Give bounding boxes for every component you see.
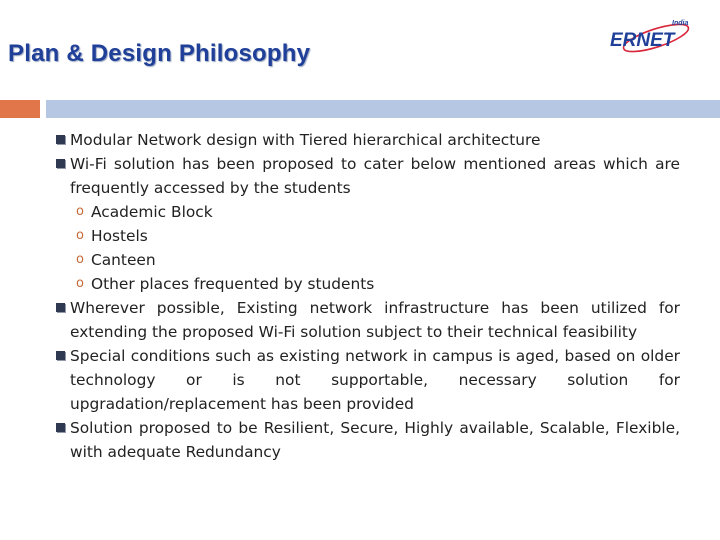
- circle-bullet-icon: o: [76, 204, 84, 219]
- square-bullet-icon: [56, 135, 65, 144]
- sub-bullet-text: Other places frequented by students: [91, 275, 375, 293]
- circle-bullet-icon: o: [76, 276, 84, 291]
- circle-bullet-icon: o: [76, 228, 84, 243]
- bullet-item: [56, 416, 680, 464]
- square-bullet-icon: [56, 351, 65, 360]
- accent-bar-orange: [0, 100, 40, 118]
- bullet-text: Modular Network design with Tiered hierarchical architecture: [70, 131, 541, 149]
- bullet-list: [56, 128, 680, 464]
- bullet-text: Wi-Fi solution has been proposed to cater below mentioned areas which are frequently accessed by the students: [70, 155, 680, 197]
- logo-tag: India: [672, 20, 689, 27]
- bullet-text: Solution proposed to be Resilient, Secure, Highly available, Scalable, Flexible, with adequate Redundancy: [70, 419, 680, 461]
- bullet-text: Wherever possible, Existing network infrastructure has been utilized for extending the proposed Wi-Fi solution subject to their technical feasibility: [70, 299, 680, 341]
- ernet-logo: [608, 16, 694, 58]
- sub-bullet-text: Academic Block: [91, 203, 213, 221]
- circle-bullet-icon: o: [76, 252, 84, 267]
- square-bullet-icon: [56, 423, 65, 432]
- sub-bullet-item: [56, 272, 680, 296]
- accent-bar-blue: [46, 100, 720, 118]
- square-bullet-icon: [56, 159, 65, 168]
- bullet-item: [56, 344, 680, 416]
- ernet-logo-icon: [608, 16, 694, 58]
- sub-bullet-text: Hostels: [91, 227, 148, 245]
- slide-title: Plan & Design Philosophy: [8, 40, 311, 67]
- bullet-item: [56, 128, 680, 152]
- sub-bullet-item: [56, 200, 680, 224]
- square-bullet-icon: [56, 303, 65, 312]
- sub-bullet-text: Canteen: [91, 251, 156, 269]
- bullet-item: [56, 296, 680, 344]
- sub-bullet-item: [56, 248, 680, 272]
- sub-bullet-item: [56, 224, 680, 248]
- bullet-text: Special conditions such as existing network in campus is aged, based on older technology or is not supportable, necessary solution for upgradation/replacement has been provided: [70, 347, 680, 413]
- logo-wordmark: ERNET: [610, 30, 675, 51]
- bullet-item: [56, 152, 680, 200]
